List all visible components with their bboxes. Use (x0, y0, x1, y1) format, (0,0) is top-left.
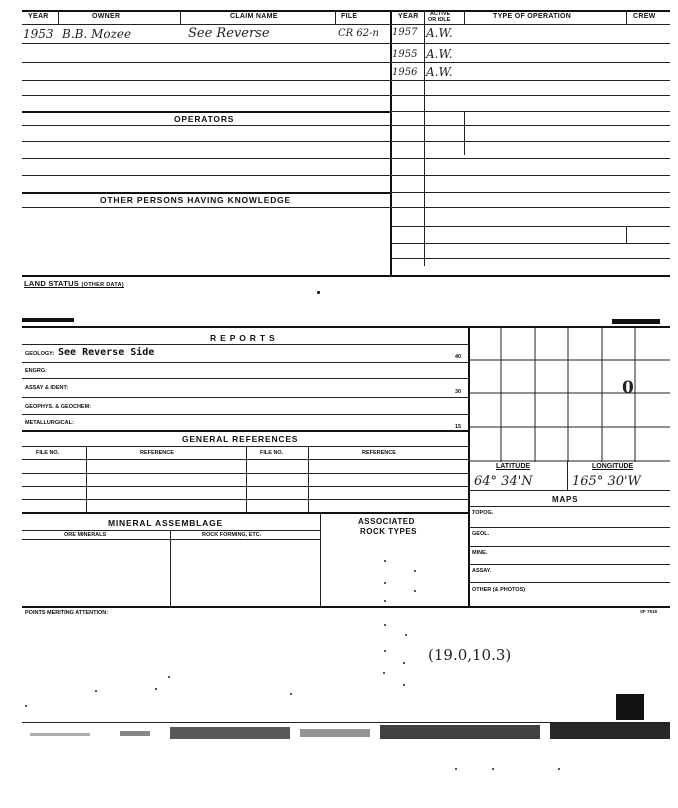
row-rule (390, 226, 670, 227)
col-year-2: YEAR (398, 13, 419, 20)
row-rule (22, 530, 320, 531)
entry-claim-name: See Reverse (188, 26, 270, 41)
longitude-value: 165° 30'W (572, 474, 641, 489)
reports-geology-code: 40 (455, 354, 462, 360)
speck (290, 693, 292, 695)
activity-status-1: A.W. (426, 26, 453, 40)
activity-year-3: 1956 (392, 67, 418, 78)
row-rule (390, 243, 670, 244)
row-rule (22, 459, 468, 460)
row-rule (390, 62, 670, 63)
other-persons-heading: OTHER PERSONS HAVING KNOWLEDGE (100, 195, 292, 205)
operators-heading: OPERATORS (174, 114, 235, 124)
row-rule (22, 414, 468, 415)
reports-geology-label: GEOLOGY: (25, 351, 55, 357)
rock-types-label: ROCK TYPES (360, 527, 418, 536)
row-rule (468, 506, 670, 507)
speck (455, 768, 457, 770)
row-rule (390, 80, 670, 81)
divider (86, 446, 87, 512)
speck (384, 582, 386, 584)
divider (170, 530, 171, 606)
latitude-label: LATITUDE (496, 463, 531, 470)
header-rule (22, 24, 670, 25)
entry-owner: B.B. Mozee (62, 27, 132, 41)
speck (384, 650, 386, 652)
speck (317, 291, 320, 294)
row-rule (468, 582, 670, 583)
mineral-rule (22, 512, 468, 514)
row-rule (22, 486, 468, 487)
divider (320, 512, 321, 606)
col-claim-name: CLAIM NAME (230, 13, 278, 20)
activity-status-3: A.W. (426, 65, 453, 79)
speck (95, 690, 97, 692)
speck (384, 600, 386, 602)
maps-assay: ASSAY. (472, 568, 492, 574)
divider (464, 10, 465, 24)
col-type-of-operation: TYPE OF OPERATION (493, 13, 572, 20)
row-rule (22, 125, 390, 126)
speck (492, 768, 494, 770)
row-rule (22, 207, 390, 208)
lower-bottom-rule (22, 606, 670, 608)
speck (414, 570, 416, 572)
row-rule (390, 207, 670, 208)
entry-year: 1953 (23, 27, 54, 41)
scan-smudge (612, 319, 660, 324)
speck (403, 684, 405, 686)
row-rule (390, 95, 670, 96)
col-file: FILE (341, 13, 358, 20)
entry-file: CR 62-n (338, 28, 379, 39)
gr-col-reference-2: REFERENCE (362, 450, 396, 456)
reports-metallurgical-code: 15 (455, 424, 462, 430)
bottom-rule-top-table (22, 275, 670, 277)
divider (246, 446, 247, 512)
row-rule (22, 80, 390, 81)
speck (558, 768, 560, 770)
col-or-idle: OR IDLE (428, 17, 451, 23)
ore-minerals-label: ORE MINERALS (64, 532, 107, 538)
maps-topog: TOPOG. (472, 510, 494, 516)
reports-engrg-label: ENGRG: (25, 368, 47, 374)
speck (405, 634, 407, 636)
reports-heading: R E P O R T S (210, 333, 276, 343)
reports-geophys-label: GEOPHYS. & GEOCHEM: (25, 404, 92, 410)
row-rule (22, 378, 468, 379)
divider (58, 10, 59, 24)
speck (168, 676, 170, 678)
col-active: ACTIVE (430, 11, 451, 17)
row-rule (390, 125, 670, 126)
row-rule (390, 111, 670, 112)
gr-col-file-no-1: FILE NO. (36, 450, 60, 456)
row-rule (22, 141, 390, 142)
row-rule (22, 362, 468, 363)
speck (155, 688, 157, 690)
points-meriting-label: POINTS MERITING ATTENTION: (25, 610, 109, 616)
rock-forming-label: ROCK FORMING, ETC. (202, 532, 262, 538)
divider (180, 10, 181, 24)
speck (25, 705, 27, 707)
speck (414, 590, 416, 592)
divider (567, 461, 568, 491)
row-rule (390, 158, 670, 159)
speck (384, 560, 386, 562)
speck (403, 662, 405, 664)
row-rule (390, 43, 670, 44)
row-rule (468, 564, 670, 565)
row-rule (468, 546, 670, 547)
grid-mark: 0 (622, 378, 634, 398)
row-rule (22, 397, 468, 398)
row-rule (22, 95, 390, 96)
row-rule (22, 175, 390, 176)
divider (335, 10, 336, 24)
activity-status-2: A.W. (426, 47, 453, 61)
maps-heading: MAPS (552, 495, 579, 504)
top-rule (22, 10, 670, 12)
general-references-heading: GENERAL REFERENCES (182, 434, 299, 444)
divider (626, 10, 627, 24)
reports-assay-code: 30 (455, 389, 462, 395)
activity-year-2: 1955 (392, 49, 418, 60)
activity-year-1: 1957 (392, 27, 418, 38)
speck (384, 624, 386, 626)
row-rule (22, 473, 468, 474)
row-rule (390, 192, 670, 193)
row-rule (22, 62, 390, 63)
reports-metallurgical-label: METALLURGICAL: (25, 420, 74, 426)
land-status-label: LAND STATUS (OTHER DATA) (24, 279, 124, 288)
row-rule (22, 43, 390, 44)
other-persons-rule (22, 192, 390, 194)
row-rule (22, 158, 390, 159)
divider (464, 111, 465, 155)
row-rule (390, 175, 670, 176)
col-crew: CREW (633, 13, 656, 20)
gr-col-file-no-2: FILE NO. (260, 450, 284, 456)
divider (626, 226, 627, 244)
latitude-value: 64° 34'N (474, 474, 533, 489)
location-grid (468, 326, 670, 462)
operators-rule (22, 111, 390, 113)
maps-other-photos: OTHER (& PHOTOS) (472, 587, 526, 593)
divider (308, 446, 309, 512)
form-number: SF 7918 (640, 609, 658, 614)
row-rule (468, 490, 670, 491)
row-rule (22, 344, 468, 345)
row-rule (468, 527, 670, 528)
scan-smudge (22, 318, 74, 322)
col-owner: OWNER (92, 13, 121, 20)
row-rule (22, 539, 320, 540)
scan-noise-band (20, 723, 672, 753)
speck (383, 672, 385, 674)
maps-geol: GEOL. (472, 531, 490, 537)
row-rule (390, 258, 670, 259)
coordinate-note: (19.0,10.3) (428, 646, 512, 664)
divider (424, 10, 425, 266)
reports-geology-value: See Reverse Side (58, 347, 155, 358)
maps-mine: MINE. (472, 550, 488, 556)
scan-smudge (616, 694, 644, 720)
mineral-assemblage-heading: MINERAL ASSEMBLAGE (108, 518, 223, 528)
reports-assay-label: ASSAY & IDENT: (25, 385, 69, 391)
associated-label: ASSOCIATED (358, 517, 415, 526)
row-rule (22, 446, 468, 447)
row-rule (390, 141, 670, 142)
gr-col-reference-1: REFERENCE (140, 450, 174, 456)
row-rule (22, 499, 468, 500)
longitude-label: LONGITUDE (592, 463, 634, 470)
general-refs-rule (22, 430, 468, 432)
col-year: YEAR (28, 13, 49, 20)
